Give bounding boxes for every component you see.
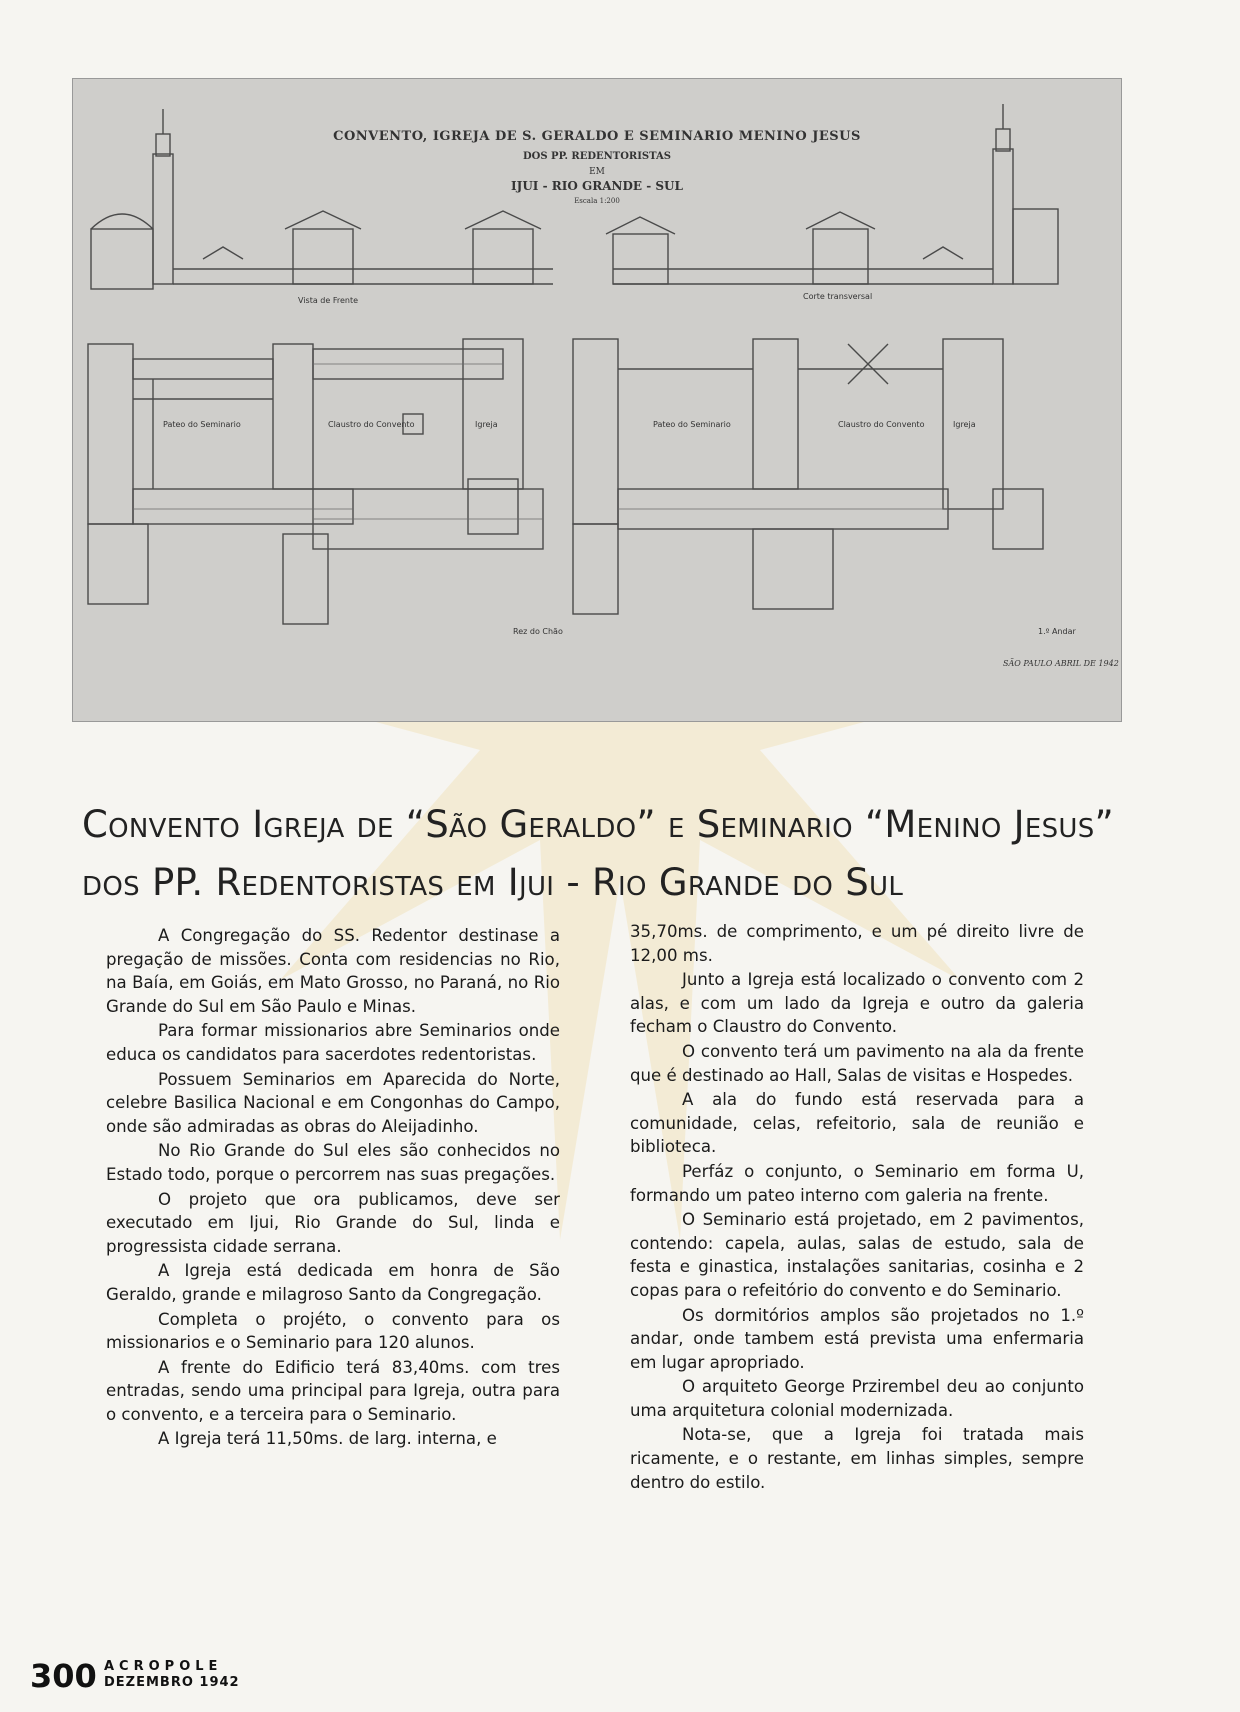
paragraph: Junto a Igreja está localizado o convento com 2 alas, e com um lado da Igreja e outro da galeria fecham o Claustro do Convento. — [630, 970, 1084, 1037]
room-label: Claustro do Convento — [328, 420, 415, 429]
paragraph-continued: 35,70ms. de comprimento, e um pé direito livre de 12,00 ms. — [630, 922, 1084, 965]
paragraph: A Igreja terá 11,50ms. de larg. interna, e — [158, 1429, 497, 1449]
drawing-signature: SÃO PAULO ABRIL DE 1942 — [1003, 659, 1119, 668]
text-column-right — [630, 920, 1084, 1495]
page-number: 300 — [30, 1657, 97, 1695]
drawing-scale: Escala 1:200 — [574, 197, 620, 205]
paragraph: Para formar missionarios abre Seminarios onde educa os candidatos para sacerdotes redentoristas. — [106, 1021, 560, 1064]
paragraph: O projeto que ora publicamos, deve ser executado em Ijui, Rio Grande do Sul, linda e progressista cidade serrana. — [106, 1189, 560, 1256]
issue-date: DEZEMBRO 1942 — [104, 1675, 240, 1690]
drawing-title: CONVENTO, IGREJA DE S. GERALDO E SEMINARIO MENINO JESUS — [333, 129, 861, 144]
paragraph: O arquiteto George Przirembel deu ao conjunto uma arquitetura colonial modernizada. — [630, 1377, 1084, 1420]
drawing-city: IJUI - RIO GRANDE - SUL — [511, 179, 683, 193]
paragraph: A frente do Edificio terá 83,40ms. com tres entradas, sendo uma principal para Igreja, outra para o convento, e a terceira para o Seminario. — [106, 1357, 560, 1424]
paragraph: No Rio Grande do Sul eles são conhecidos no Estado todo, porque o percorrem nas suas pregações. — [106, 1141, 560, 1184]
drawing-subtitle: DOS PP. REDENTORISTAS — [522, 151, 672, 162]
paragraph: Completa o projéto, o convento para os missionarios e o Seminario para 120 alunos. — [106, 1309, 560, 1353]
paragraph: Nota-se, que a Igreja foi tratada mais ricamente, e o restante, em linhas simples, sempre dentro do estilo. — [630, 1425, 1084, 1492]
architectural-drawing — [72, 78, 1122, 722]
room-label: Pateo do Seminario — [163, 420, 241, 429]
left-church-facade — [91, 229, 153, 289]
paragraph: A Congregação do SS. Redentor destinase a pregação de missões. Conta com residencias no Rio, na Baía, em Goiás, em Mato Grosso, no Paraná, no Rio Grande do Sul em São Paulo e Minas. — [106, 926, 560, 1016]
magazine-name: ACROPOLE — [104, 1659, 223, 1674]
label-front-view: Vista de Frente — [298, 296, 358, 305]
article-headline: Convento Igreja de “São Geraldo” e Seminario “Menino Jesus” dos PP. Redentoristas em Ijui - Rio Grande do Sul — [82, 803, 1115, 904]
label-section: Corte transversal — [803, 292, 873, 301]
label-ground-floor: Rez do Chão — [513, 627, 563, 636]
label-upper-floor: 1.º Andar — [1038, 627, 1076, 636]
drawing-em: EM — [589, 167, 605, 177]
paragraph: O convento terá um pavimento na ala da frente que é destinado ao Hall, Salas de visitas e Hospedes. — [630, 1041, 1084, 1085]
room-label: Igreja — [475, 420, 498, 429]
paragraph: Possuem Seminarios em Aparecida do Norte, celebre Basilica Nacional e em Congonhas do Campo, onde são admiradas as obras do Aleijadinho. — [106, 1069, 560, 1136]
text-column-left — [106, 924, 560, 1452]
room-label: Igreja — [953, 420, 976, 429]
paragraph: A Igreja está dedicada em honra de São Geraldo, grande e milagroso Santo da Congregação. — [106, 1261, 560, 1304]
paragraph: A ala do fundo está reservada para a comunidade, celas, refeitorio, sala de reunião e biblioteca. — [630, 1090, 1084, 1157]
paragraph: Os dormitórios amplos são projetados no 1.º andar, onde tambem está prevista uma enfermaria em lugar apropriado. — [630, 1305, 1084, 1372]
room-label: Claustro do Convento — [838, 420, 925, 429]
paragraph: O Seminario está projetado, em 2 pavimentos, contendo: capela, aulas, salas de estudo, sala de festa e ginastica, instalações sanitarias, cosinha e 2 copas para o refeitório do convento e do Seminario. — [630, 1210, 1084, 1300]
paragraph: Perfáz o conjunto, o Seminario em forma U, formando um pateo interno com galeria na frente. — [630, 1161, 1084, 1205]
room-label: Pateo do Seminario — [653, 420, 731, 429]
